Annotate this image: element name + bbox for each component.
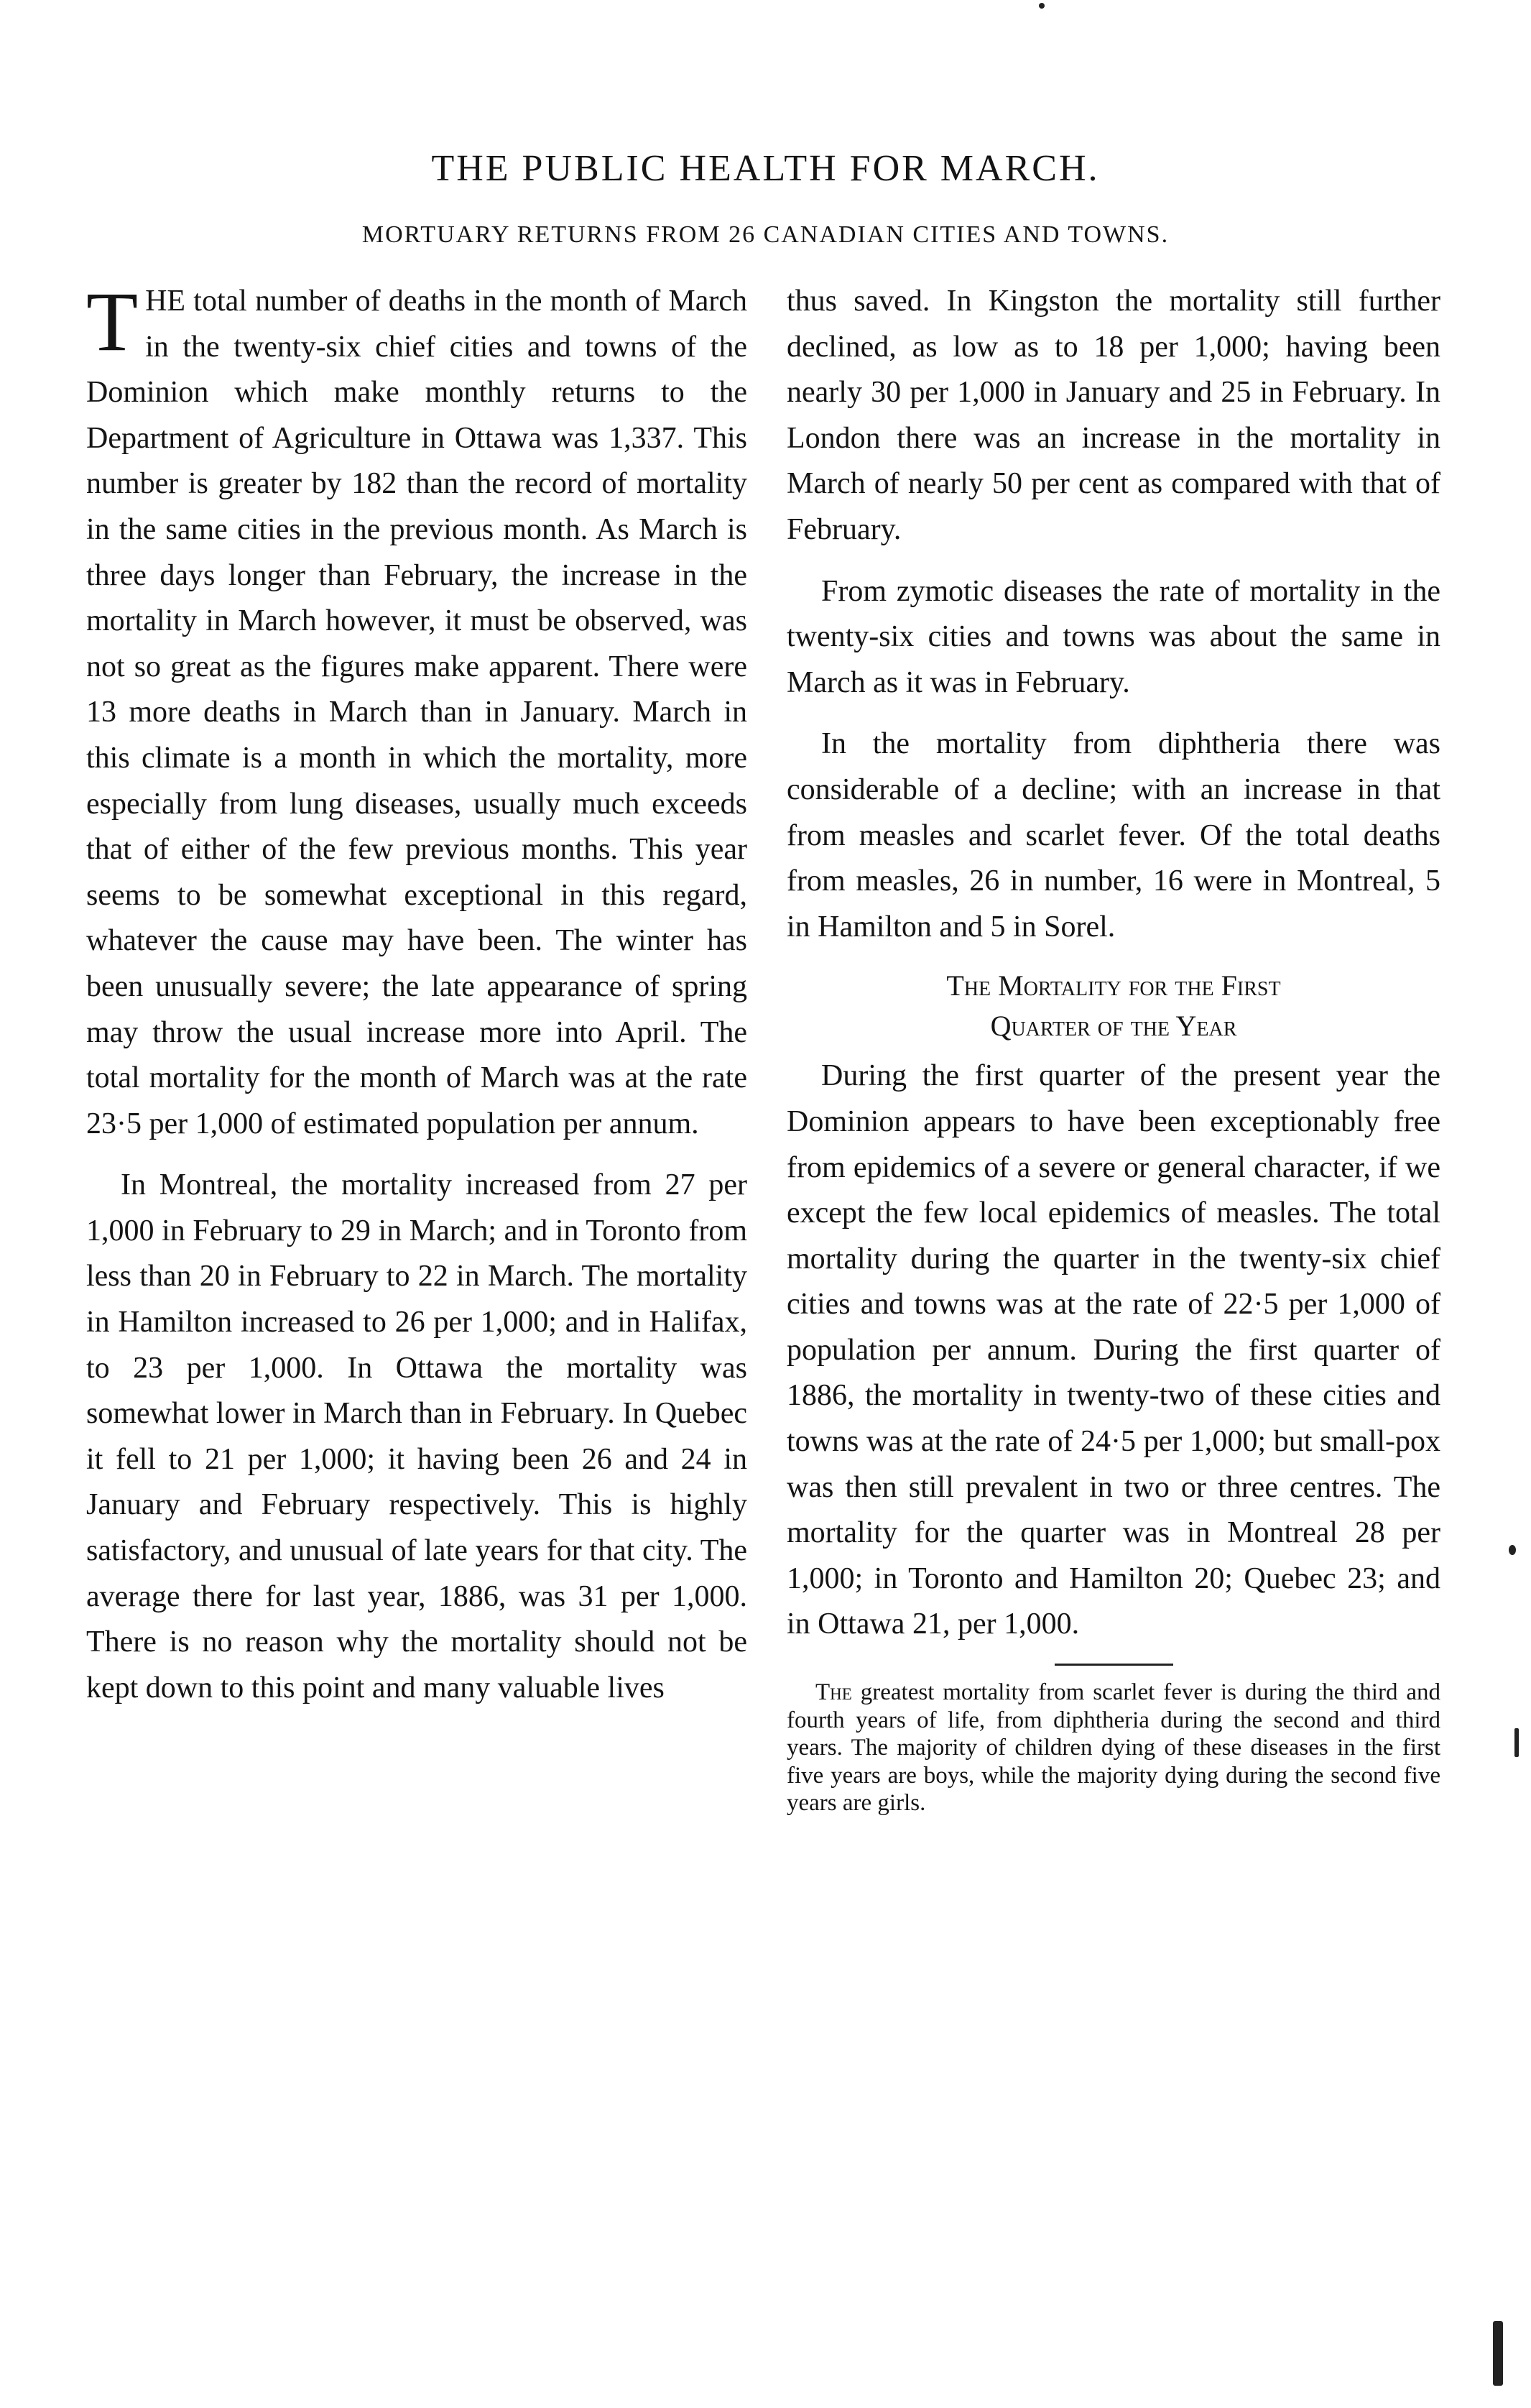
right-column [787,279,1440,1833]
scan-speck-right-1 [1509,1545,1516,1555]
drop-cap: T [86,275,139,369]
section-heading [787,966,1440,1046]
scan-speck-top [1039,3,1045,9]
page-subtitle: MORTUARY RETURNS FROM 26 CANADIAN CITIES AND TOWNS. [361,221,1170,248]
footnote [787,1679,1440,1817]
page-title: THE PUBLIC HEALTH FOR MARCH. [431,148,1100,189]
left-paragraph-2: In Montreal, the mortality increased from 27 per 1,000 in February to 29 in March; and in Toronto from less than 20 in February to 22 in March. The mortality in Hamilton increased to 26 per 1,000; and in Halifax, to 23 per 1,000. In Ottawa the mortality was somewhat lower in March than in February. In Quebec it fell to 21 per 1,000; it having been 26 and 24 in January and February respectively. This is highly satisfactory, and unusual of late years for that city. The average there for last year, 1886, was 31 per 1,000. There is no reason why the mortality should not be kept down to this point and many valuable lives [86,1168,747,1704]
section-heading-line-1: The Mortality for the First [946,969,1281,1002]
footnote-divider [1055,1664,1173,1666]
right-paragraph-2: From zymotic diseases the rate of mortality in the twenty-six cities and towns was about the same in March as it was in February. [787,574,1440,699]
scan-speck-right-3 [1493,2321,1503,2386]
right-paragraph-4: During the first quarter of the present year the Dominion appears to have been exceptionably free from epidemics of a severe or general character, if we except the few local epidemics of measles. The total mortality during the quarter in the twenty-six chief cities and towns was at the rate of 22·5 per 1,000 of population per annum. During the first quarter of 1886, the mortality in twenty-two of these cities and towns was at the rate of 24·5 per 1,000; but small-pox was then still prevalent in two or three centres. The mortality for the quarter was in Montreal 28 per 1,000; in Toronto and Hamilton 20; Quebec 23; and in Ottawa 21, per 1,000. [787,1059,1440,1641]
left-column [86,275,747,1727]
right-paragraph-1: thus saved. In Kingston the mortality still further declined, as low as to 18 per 1,000; having been nearly 30 per 1,000 in January and 25 in February. In London there was an increase in the mortality in March of nearly 50 per cent as compared with that of February. [787,285,1440,546]
footnote-text: greatest mortality from scarlet fever is during the third and fourth years of life, from diphtheria during the second and third years. The majority of children dying of these diseases in the first five years are boys, while the majority dying during the second five years are girls. [787,1679,1441,1817]
section-heading-line-2: Quarter of the Year [990,1010,1237,1043]
scan-speck-right-2 [1514,1728,1519,1757]
footnote-lead: The [815,1679,852,1706]
left-paragraph-1-text: HE total number of deaths in the month of March in the twenty-six chief cities and towns of the Dominion which make monthly returns to the Department of Agriculture in Ottawa was 1,337. This number is greater by 182 than the record of mortality in the same cities in the previous month. As March is three days longer than February, the increase in the mortality in March however, it must be observed, was not so great as the figures make apparent. There were 13 more deaths in March than in January. March in this climate is a month in which the mortality, more especially from lung diseases, usually much exceeds that of either of the few previous months. This year seems to be somewhat exceptional in this regard, whatever the cause may have been. The winter has been unusually severe; the late appearance of spring may throw the usual increase more into April. The total mortality for the month of March was at the rate 23·5 per 1,000 of estimated population per annum. [86,285,747,1140]
right-paragraph-3: In the mortality from diphtheria there was considerable of a decline; with an increase in that from measles and scarlet fever. Of the total deaths from measles, 26 in number, 16 were in Montreal, 5 in Hamilton and 5 in Sorel. [787,727,1440,944]
left-paragraph-1 [86,275,747,1147]
